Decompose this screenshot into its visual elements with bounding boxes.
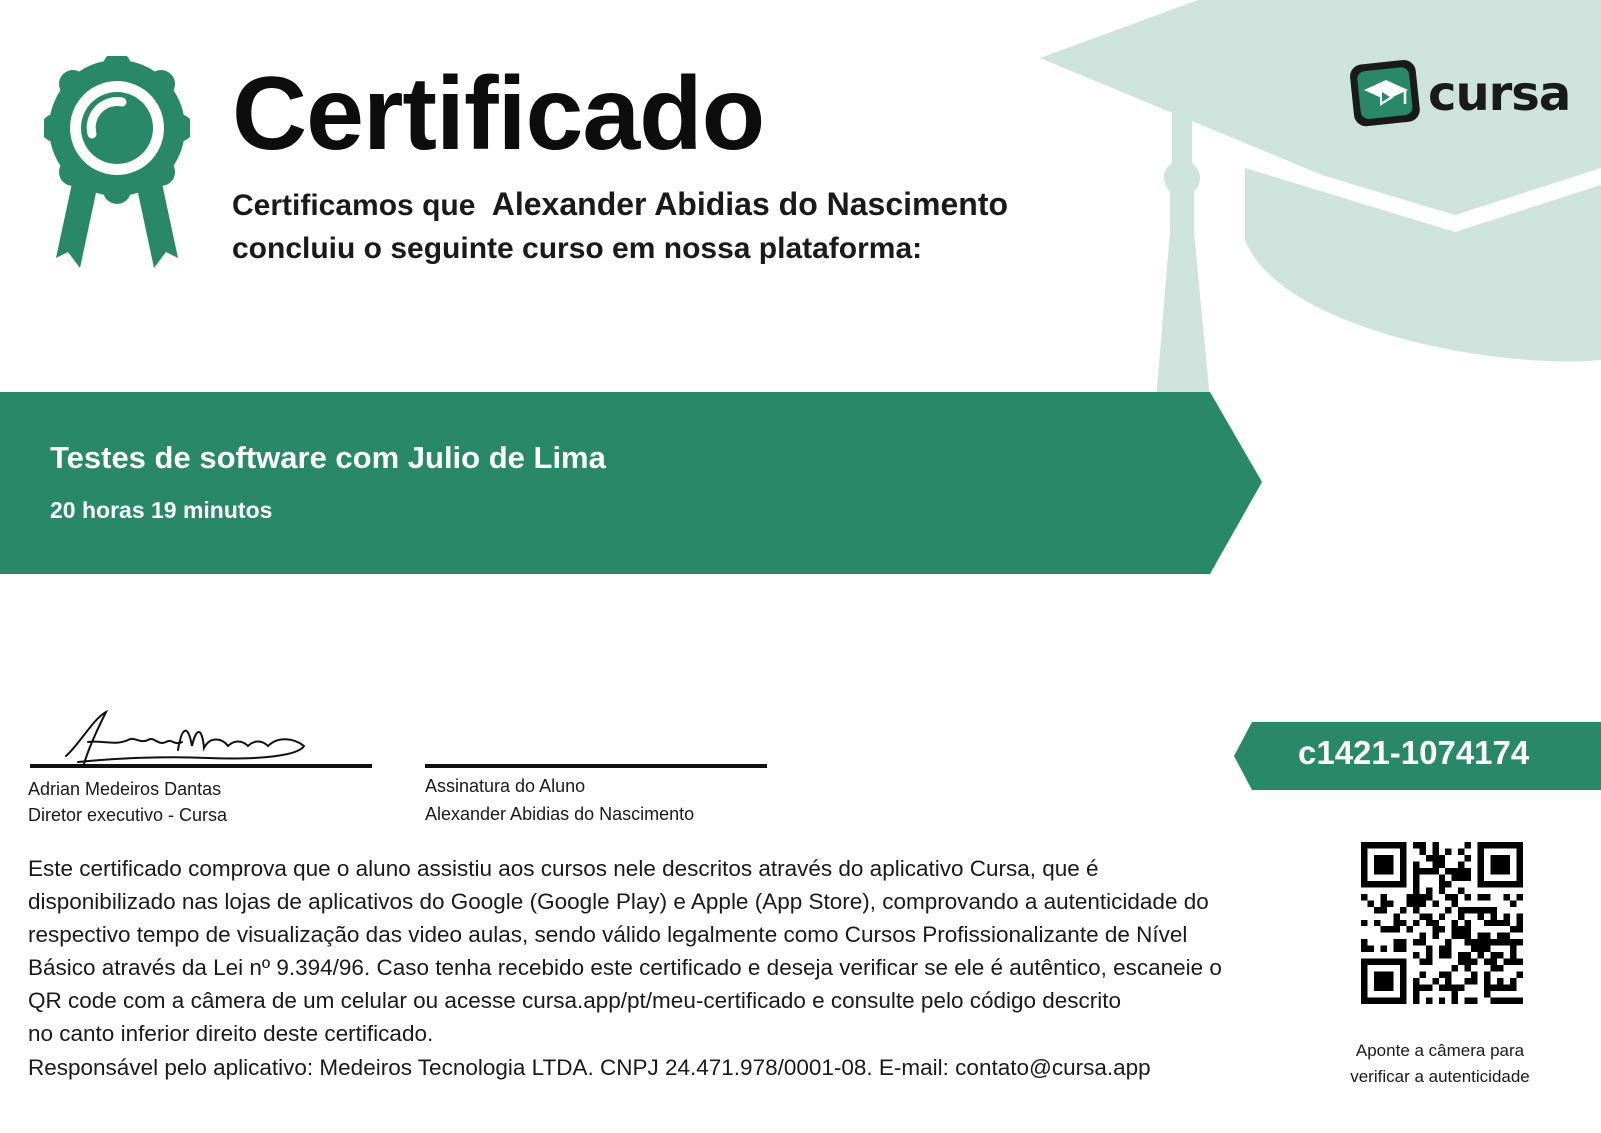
course-title: Testes de software com Julio de Lima xyxy=(50,440,606,475)
qr-code[interactable] xyxy=(1361,842,1523,1004)
qr-caption-line2: verificar a autenticidade xyxy=(1350,1067,1530,1086)
director-name: Adrian Medeiros Dantas xyxy=(28,779,222,799)
cursa-logo xyxy=(1350,58,1570,130)
cursa-logo-text: cursa xyxy=(1428,66,1571,122)
body-line: respectivo tempo de visualização das video aulas, sendo válido legalmente como Cursos Profissionalizante de Nível xyxy=(28,922,1188,947)
student-name: Alexander Abidias do Nascimento xyxy=(491,186,1009,222)
body-line: Este certificado comprova que o aluno assistiu aos cursos nele descritos através do aplicativo Cursa, que é xyxy=(28,856,1099,881)
body-line: Responsável pelo aplicativo: Medeiros Tecnologia LTDA. CNPJ 24.471.978/0001-08. E-mail: contato@cursa.app xyxy=(28,1055,1151,1080)
certificate-code: c1421-1074174 xyxy=(1298,734,1530,771)
award-ribbon-icon xyxy=(44,56,190,272)
body-line: Básico através da Lei nº 9.394/96. Caso tenha recebido este certificado e deseja verificar se ele é autêntico, escaneie o xyxy=(28,955,1222,980)
director-role: Diretor executivo - Cursa xyxy=(28,805,228,825)
certify-statement xyxy=(232,186,1008,223)
certify-suffix: concluiu o seguinte curso em nossa plataforma: xyxy=(232,232,923,265)
certificate-title: Certificado xyxy=(232,56,765,172)
body-line: QR code com a câmera de um celular ou acesse cursa.app/pt/meu-certificado e consulte pelo código descrito xyxy=(28,988,1122,1013)
director-signature-line xyxy=(30,764,372,768)
certify-prefix: Certificamos que xyxy=(232,189,476,222)
cursa-logo-icon xyxy=(1350,58,1422,130)
course-duration: 20 horas 19 minutos xyxy=(50,497,273,523)
student-signature-name: Alexander Abidias do Nascimento xyxy=(425,804,695,824)
student-signature-label: Assinatura do Aluno xyxy=(425,776,586,796)
course-banner xyxy=(0,392,1262,574)
qr-caption-line1: Aponte a câmera para xyxy=(1355,1041,1525,1060)
student-signature-line xyxy=(425,764,767,768)
body-line: disponibilizado nas lojas de aplicativos do Google (Google Play) e Apple (App Store), comprovando a autenticidade do xyxy=(28,889,1209,914)
body-line: no canto inferior direito deste certificado. xyxy=(28,1021,434,1046)
